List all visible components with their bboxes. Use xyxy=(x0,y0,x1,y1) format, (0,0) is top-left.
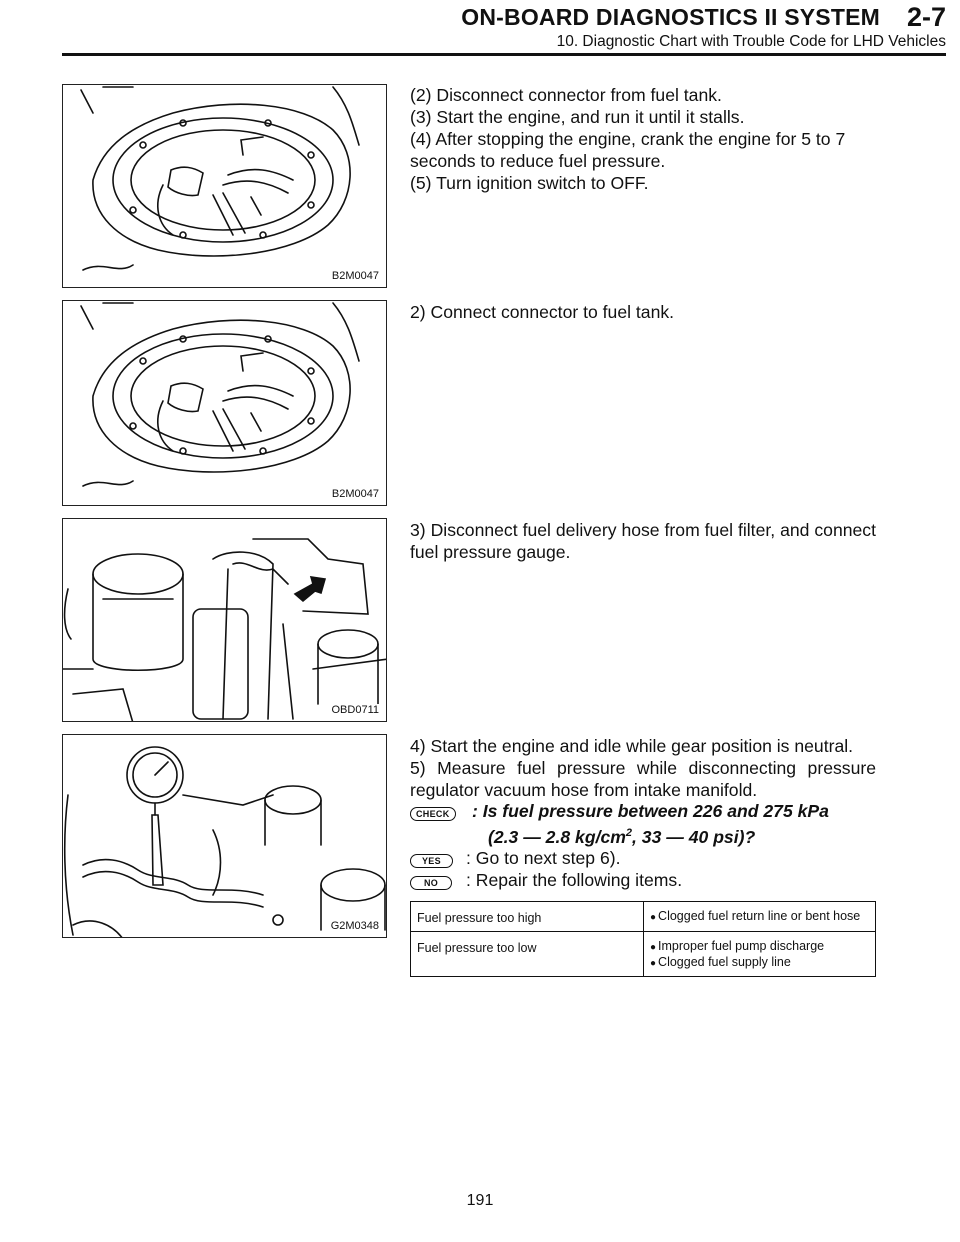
fuel-tank-access-illustration-icon xyxy=(63,85,387,288)
yes-answer-text: : Go to next step 6). xyxy=(466,848,621,868)
figure-code: OBD0711 xyxy=(331,704,379,716)
table-cell-condition: Fuel pressure too high xyxy=(411,902,644,932)
table-cell-items xyxy=(644,932,876,977)
list-item: ● Clogged fuel return line or bent hose xyxy=(650,909,861,923)
figure-fuel-tank-access-1 xyxy=(62,84,387,288)
table-row xyxy=(411,932,876,977)
step-text: 5) Measure fuel pressure while disconnecting pressure regulator vacuum hose from intake manifold. xyxy=(410,758,876,800)
yes-answer xyxy=(410,847,876,869)
table-row xyxy=(411,902,876,932)
no-badge-icon: NO xyxy=(410,876,452,890)
steps-measure-pressure xyxy=(410,735,876,801)
yes-badge-icon: YES xyxy=(410,854,453,868)
step-text: (3) Start the engine, and run it until it stalls. xyxy=(410,107,745,127)
steps-reduce-fuel-pressure xyxy=(410,84,876,194)
header-subtitle: 10. Diagnostic Chart with Trouble Code for LHD Vehicles xyxy=(556,33,946,50)
step-connect-connector xyxy=(410,301,876,323)
step-text: (2) Disconnect connector from fuel tank. xyxy=(410,85,722,105)
bullet-icon: ● xyxy=(650,942,657,953)
table-cell-items xyxy=(644,902,876,932)
no-answer-text: : Repair the following items. xyxy=(466,870,683,890)
list-item: ● Improper fuel pump discharge xyxy=(650,939,825,953)
figure-code: G2M0348 xyxy=(330,920,379,932)
repair-items-table xyxy=(410,901,876,977)
bullet-icon: ● xyxy=(650,912,657,923)
table-cell-condition: Fuel pressure too low xyxy=(411,932,644,977)
header-section-number: 2-7 xyxy=(906,2,946,32)
step-text: 4) Start the engine and idle while gear position is neutral. xyxy=(410,736,854,756)
fuel-tank-access-illustration-icon xyxy=(63,301,387,506)
check-badge-icon: CHECK xyxy=(410,807,456,821)
figure-fuel-filter xyxy=(62,518,387,722)
page-header xyxy=(0,0,960,60)
bullet-icon: ● xyxy=(650,958,657,969)
page-number: 191 xyxy=(466,1192,494,1209)
fuel-filter-illustration-icon xyxy=(63,519,387,722)
step-text: 2) Connect connector to fuel tank. xyxy=(410,302,675,322)
check-question xyxy=(410,800,876,846)
list-item: ● Clogged fuel supply line xyxy=(650,955,791,969)
check-question-line2: (2.3 — 2.8 $kg/cm^2$, 33 — 40 psi)? xyxy=(488,826,756,847)
step-text: (5) Turn ignition switch to OFF. xyxy=(410,173,649,193)
no-answer xyxy=(410,869,876,891)
figure-code: B2M0047 xyxy=(331,270,379,282)
step-connect-gauge xyxy=(410,519,876,563)
figure-fuel-tank-access-2 xyxy=(62,300,387,506)
fuel-pressure-gauge-illustration-icon xyxy=(63,735,387,938)
header-rule xyxy=(62,53,946,56)
step-text: 3) Disconnect fuel delivery hose from fuel filter, and connect fuel pressure gauge. xyxy=(410,520,876,562)
figure-fuel-pressure-gauge xyxy=(62,734,387,938)
figure-code: B2M0047 xyxy=(331,488,379,500)
header-title: ON-BOARD DIAGNOSTICS II SYSTEM xyxy=(461,4,880,30)
step-text: (4) After stopping the engine, crank the engine for 5 to 7 seconds to reduce fuel pressure. xyxy=(410,129,846,171)
check-question-line1: : Is fuel pressure between 226 and 275 kPa xyxy=(472,801,829,821)
